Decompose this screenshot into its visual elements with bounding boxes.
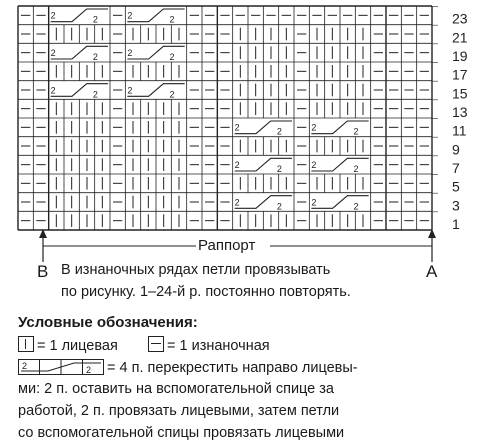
cable-cross-cell <box>233 193 294 212</box>
legend-cross-line-3: работой, 2 п. провязать лицевыми, затем петли <box>18 403 340 419</box>
cross-label: 2 <box>353 201 359 212</box>
instruction-line-2: по рисунку. 1–24-й р. постоянно повторять. <box>61 284 351 300</box>
cross-label: 2 <box>276 201 282 212</box>
cable-cross-cell <box>233 155 294 174</box>
repeat-label: Раппорт <box>198 237 256 254</box>
cross-label-right: 2 <box>86 365 92 375</box>
cross-label: 2 <box>311 197 317 208</box>
cross-label: 2 <box>234 160 240 170</box>
row-number: 9 <box>452 141 460 158</box>
cross-label: 2 <box>50 48 56 58</box>
cross-label: 2 <box>50 85 56 96</box>
cable-cross-cell <box>309 193 370 212</box>
cross-label: 2 <box>50 10 56 21</box>
marker-a-label: А <box>426 262 438 281</box>
row-number: 3 <box>452 197 460 214</box>
legend-title: Условные обозначения: <box>18 314 198 331</box>
row-number: 7 <box>452 160 460 177</box>
cross-label: 2 <box>353 164 359 174</box>
cross-label: 2 <box>353 126 359 137</box>
row-number: 23 <box>452 10 468 27</box>
cross-label: 2 <box>92 89 98 100</box>
cable-cross-cell <box>125 6 186 25</box>
cable-cross-cell <box>49 81 110 100</box>
cross-label: 2 <box>127 10 133 21</box>
chart-grid <box>21 6 429 227</box>
cross-label: 2 <box>311 122 317 133</box>
row-number: 11 <box>452 122 467 139</box>
row-numbers <box>432 7 468 233</box>
legend-knit <box>18 336 118 354</box>
instruction-line-1: В изнаночных рядах петли провязывать <box>61 262 331 278</box>
legend-knit-text: = 1 лицевая <box>37 338 118 354</box>
cross-label: 2 <box>127 48 133 58</box>
cross-label: 2 <box>169 89 175 100</box>
knit-symbol-icon <box>18 336 34 352</box>
cross-label-left: 2 <box>22 361 28 371</box>
row-number: 13 <box>452 104 468 121</box>
cable-cross-cell <box>49 6 110 25</box>
cross-label: 2 <box>92 52 98 62</box>
row-number: 17 <box>452 66 468 83</box>
purl-symbol-icon <box>148 336 164 352</box>
cross-label: 2 <box>234 122 240 133</box>
cross-label: 2 <box>169 52 175 62</box>
row-number: 5 <box>452 178 460 195</box>
legend-cross-text: = 4 п. перекрестить направо лицевы- <box>107 360 358 376</box>
cross-label: 2 <box>311 160 317 170</box>
legend-cross <box>18 359 358 376</box>
cable-cross-cell <box>233 118 294 137</box>
cable-cross-cell <box>309 118 370 137</box>
legend-cross-line-4: со вспомогательной спицы провязать лицевыми <box>18 425 345 441</box>
marker-b-label: В <box>37 262 49 281</box>
row-number: 21 <box>452 29 468 46</box>
row-number: 15 <box>452 85 468 102</box>
legend-purl-text: = 1 изнаночная <box>167 338 270 354</box>
row-number: 19 <box>452 48 468 65</box>
cross-label: 2 <box>234 197 240 208</box>
legend-purl <box>148 336 270 354</box>
cable-cross-cell <box>49 43 110 62</box>
row-number: 1 <box>452 216 460 233</box>
cross-label: 2 <box>276 164 282 174</box>
cable-cross-cell <box>125 81 186 100</box>
cable-cross-cell <box>125 43 186 62</box>
legend-cross-line-2: ми: 2 п. оставить на вспомогательной спице за <box>18 381 334 397</box>
cable-cross-cell <box>309 155 370 174</box>
cross-label: 2 <box>92 14 98 25</box>
cross-label: 2 <box>127 85 133 96</box>
cable-cross-symbol-icon <box>18 359 104 375</box>
cross-label: 2 <box>276 126 282 137</box>
cross-label: 2 <box>169 14 175 25</box>
